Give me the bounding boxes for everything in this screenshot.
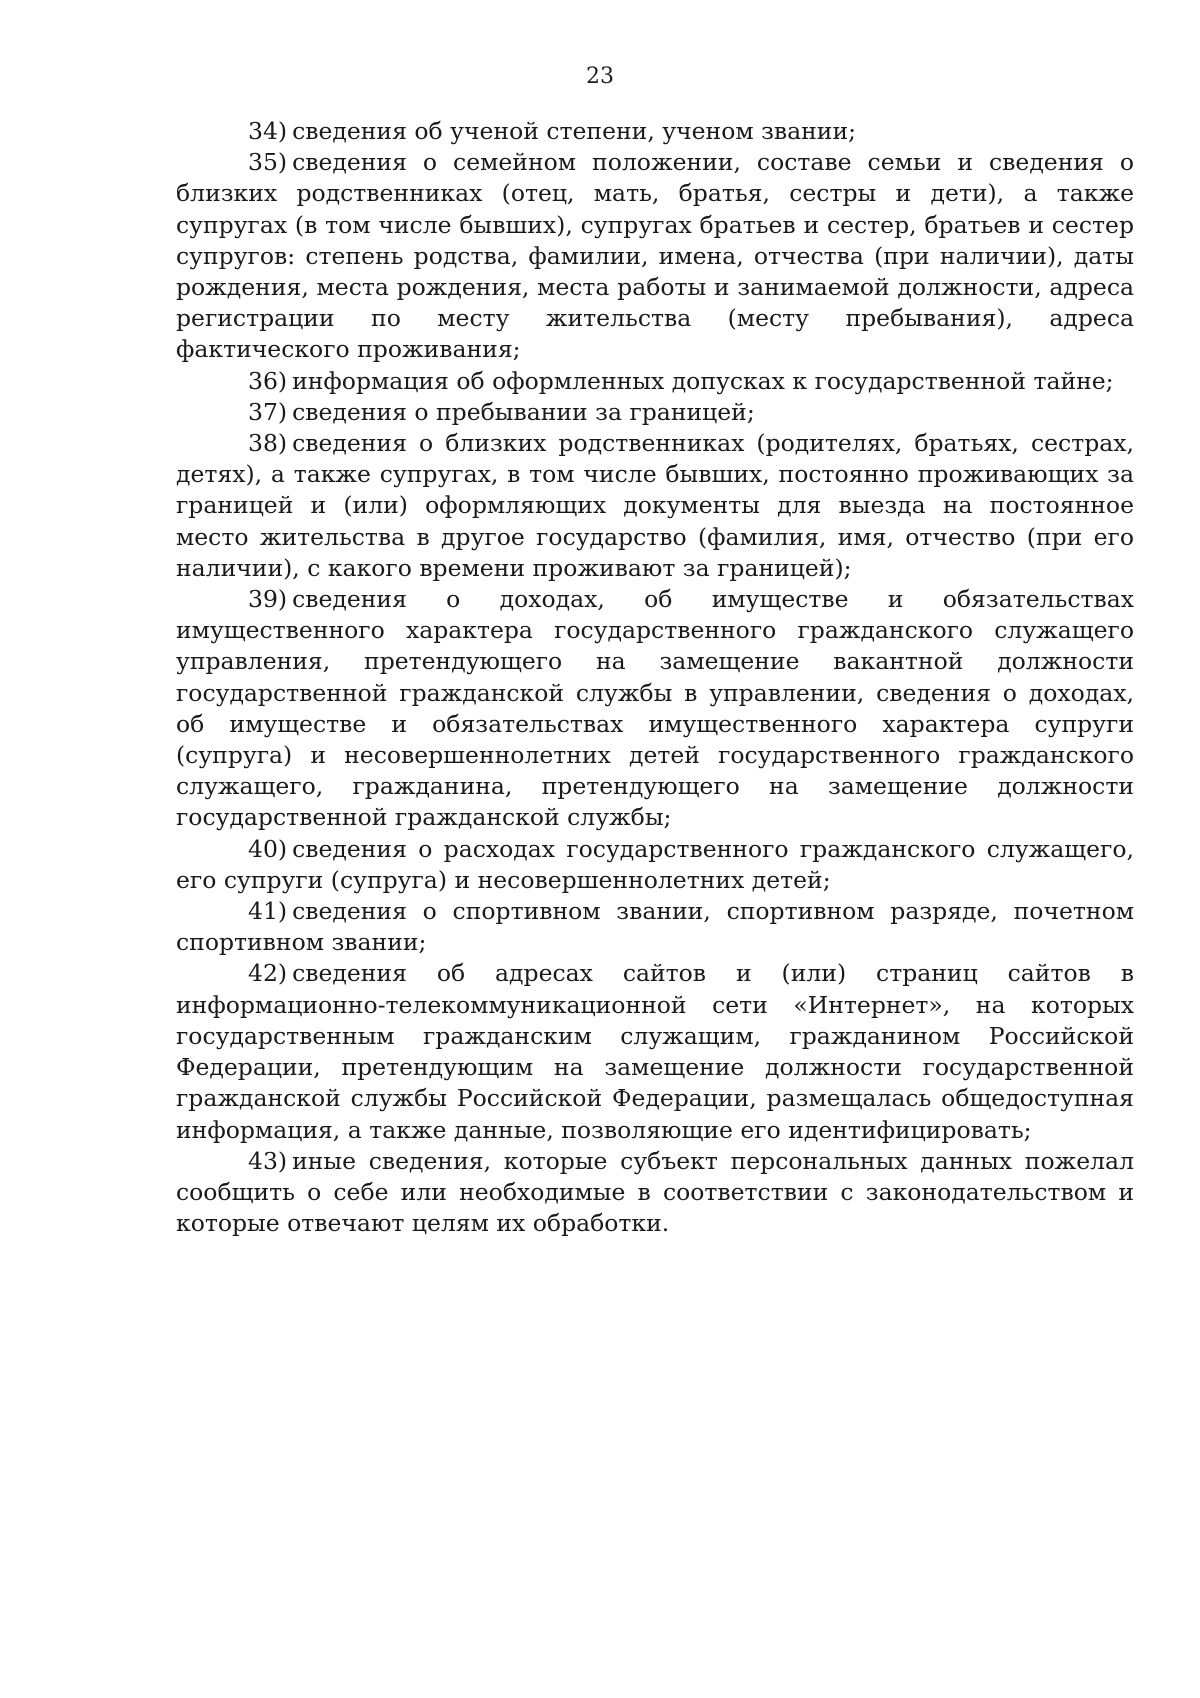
item-number: 42) bbox=[248, 959, 288, 988]
item-text: сведения о расходах государственного гражданского служащего, его супруги (супруга) и несовершеннолетних детей; bbox=[176, 834, 1134, 894]
item-text: сведения об ученой степени, ученом звании; bbox=[292, 117, 857, 145]
item-number: 38) bbox=[248, 429, 288, 458]
item-text: иные сведения, которые субъект персональных данных пожелал сообщить о себе или необходимые в соответствии с законодательством и которые отвечают целям их обработки. bbox=[176, 1146, 1134, 1238]
document-body bbox=[176, 116, 1134, 1239]
item-number: 35) bbox=[248, 148, 288, 177]
list-item bbox=[176, 366, 1134, 397]
item-number: 37) bbox=[248, 397, 288, 426]
item-text: сведения о близких родственниках (родителях, братьях, сестрах, детях), а также супругах, в том числе бывших, постоянно проживающих за границей и (или) оформляющих документы для выезда на постоянное место жительства в другое государство (фамилия, имя, отчество (при его наличии), с какого времени проживают за границей); bbox=[176, 429, 1134, 582]
list-item bbox=[176, 896, 1134, 958]
item-text: сведения об адресах сайтов и (или) страниц сайтов в информационно-телекоммуникационной сети «Интернет», на которых государственным гражданским служащим, гражданином Российской Федерации, претендующим на замещение должности государственной гражданской службы Российской Федерации, размещалась общедоступная информация, а также данные, позволяющие его идентифицировать; bbox=[176, 959, 1134, 1144]
item-text: сведения о спортивном звании, спортивном разряде, почетном спортивном звании; bbox=[176, 897, 1134, 957]
item-text: информация об оформленных допусках к государственной тайне; bbox=[292, 366, 1114, 395]
list-item bbox=[176, 428, 1134, 584]
item-number: 43) bbox=[248, 1146, 288, 1175]
page-number: 23 bbox=[586, 64, 614, 89]
list-item bbox=[176, 116, 1134, 147]
item-number: 34) bbox=[248, 117, 288, 145]
item-number: 40) bbox=[248, 834, 288, 863]
item-text: сведения о семейном положении, составе семьи и сведения о близких родственниках (отец, мать, братья, сестры и дети), а также супругах (в том числе бывших), супругах братьев и сестер, братьев и сестер супругов: степень родства, фамилии, имена, отчества (при наличии), даты рождения, места рождения, места работы и занимаемой должности, адреса регистрации по месту жительства (месту пребывания), адреса фактического проживания; bbox=[176, 148, 1134, 364]
item-number: 41) bbox=[248, 897, 288, 926]
list-item bbox=[176, 584, 1134, 834]
item-number: 36) bbox=[248, 366, 288, 395]
item-text: сведения о доходах, об имуществе и обязательствах имущественного характера государственного гражданского служащего управления, претендующего на замещение вакантной должности государственной гражданской службы в управлении, сведения о доходах, об имуществе и обязательствах имущественного характера супруги (супруга) и несовершеннолетних детей государственного гражданского служащего, гражданина, претендующего на замещение должности государственной гражданской службы; bbox=[176, 585, 1134, 832]
item-number: 39) bbox=[248, 585, 288, 614]
list-item bbox=[176, 958, 1134, 1145]
list-item bbox=[176, 834, 1134, 896]
list-item bbox=[176, 1146, 1134, 1240]
list-item bbox=[176, 147, 1134, 365]
item-text: сведения о пребывании за границей; bbox=[292, 397, 755, 426]
list-item bbox=[176, 397, 1134, 428]
